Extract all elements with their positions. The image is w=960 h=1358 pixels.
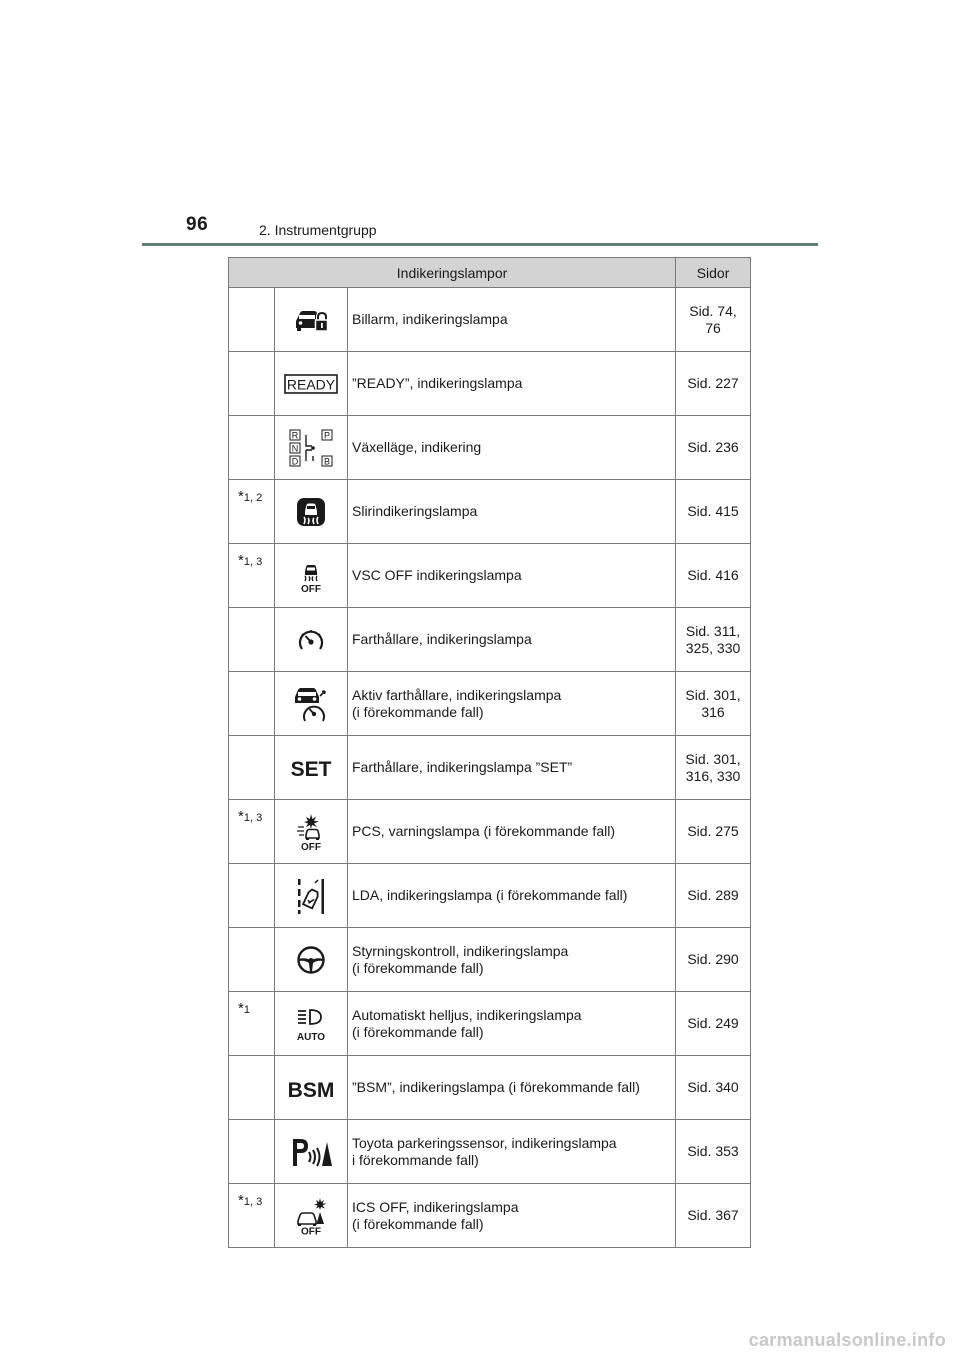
active-cruise-icon: [292, 685, 330, 723]
page-cell: [676, 992, 751, 1056]
footnote-ref: 1, 3: [243, 556, 263, 568]
auto-icon-text: AUTO: [296, 1031, 326, 1042]
page-reference: Sid. 301, 316, 330: [685, 750, 741, 784]
page-reference: Sid. 340: [687, 1079, 739, 1095]
table-row: [229, 544, 751, 608]
shift-position-icon: [288, 429, 334, 467]
indicator-label: Slirindikeringslampa: [352, 503, 478, 519]
label-cell: [348, 1120, 676, 1184]
indicator-label: Toyota parkeringssensor, indikeringslampa i förekommande fall): [352, 1134, 617, 1168]
page-cell: [676, 352, 751, 416]
page-reference: Sid. 249: [687, 1015, 739, 1031]
icon-cell: [275, 1120, 348, 1184]
note-cell: [229, 352, 275, 416]
table-row: [229, 672, 751, 736]
set-icon: [290, 756, 332, 780]
label-cell: [348, 480, 676, 544]
lda-icon: [295, 877, 327, 915]
footnote-star: *: [238, 808, 244, 825]
chapter-title: 2. Instrumentgrupp: [259, 222, 377, 238]
icon-cell: [275, 608, 348, 672]
watermark-text: carmanualsonline.info: [748, 1330, 946, 1350]
page-cell: [676, 928, 751, 992]
page-reference: Sid. 74, 76: [689, 302, 737, 336]
label-cell: [348, 1184, 676, 1248]
page-cell: [676, 864, 751, 928]
label-cell: [348, 800, 676, 864]
page-cell: [676, 1120, 751, 1184]
shift-d-text: D: [291, 456, 299, 466]
icon-cell: [275, 1056, 348, 1120]
shift-n-text: N: [291, 443, 299, 453]
page-number: 96: [186, 214, 209, 235]
indicator-label: LDA, indikeringslampa (i förekommande fall): [352, 887, 628, 903]
page-cell: [676, 672, 751, 736]
table-row: [229, 480, 751, 544]
footnote-ref: 1: [243, 1004, 250, 1016]
note-cell: [229, 1056, 275, 1120]
pages-column-header: Sidor: [676, 258, 751, 288]
shift-b-text: B: [323, 456, 331, 466]
table-row: [229, 352, 751, 416]
table-row: [229, 992, 751, 1056]
indicator-label: ”READY”, indikeringslampa: [352, 375, 523, 391]
page-reference: Sid. 415: [687, 503, 739, 519]
label-cell: [348, 1056, 676, 1120]
indicator-label: PCS, varningslampa (i förekommande fall): [352, 823, 615, 839]
vsc-off-text: OFF: [301, 583, 321, 593]
indicator-table: [228, 257, 751, 1248]
icon-cell: [275, 864, 348, 928]
footnote-star: *: [238, 1192, 244, 1209]
steering-wheel-icon: [296, 945, 326, 975]
note-cell: [229, 544, 275, 608]
icon-cell: [275, 352, 348, 416]
note-cell: [229, 608, 275, 672]
page-cell: [676, 288, 751, 352]
bsm-icon-text: BSM: [287, 1078, 335, 1100]
label-cell: [348, 864, 676, 928]
vsc-off-icon: [295, 559, 327, 593]
note-cell: [229, 736, 275, 800]
page-cell: [676, 480, 751, 544]
footnote-ref: 1, 3: [243, 1196, 263, 1208]
icon-cell: [275, 928, 348, 992]
indicator-label: Farthållare, indikeringslampa ”SET”: [352, 759, 573, 775]
icon-cell: [275, 1184, 348, 1248]
ics-off-icon: [293, 1197, 329, 1235]
table-header-row: [229, 258, 751, 288]
page-cell: [676, 416, 751, 480]
car-lock-icon: [294, 307, 328, 333]
pcs-off-text: OFF: [301, 841, 321, 851]
header-rule: [142, 243, 818, 246]
ready-icon-text: READY: [286, 376, 336, 392]
footnote-ref: 1, 3: [243, 812, 263, 824]
page-cell: [676, 736, 751, 800]
label-cell: [348, 608, 676, 672]
page-reference: Sid. 227: [687, 375, 739, 391]
icon-cell: [275, 416, 348, 480]
table-row: [229, 416, 751, 480]
footnote-star: *: [238, 1000, 244, 1017]
indicator-label: ”BSM”, indikeringslampa (i förekommande fall): [352, 1079, 640, 1095]
table-row: [229, 800, 751, 864]
table-row: [229, 736, 751, 800]
icon-cell: [275, 736, 348, 800]
slip-indicator-icon: [296, 497, 326, 527]
indicator-label: Aktiv farthållare, indikeringslampa (i förekommande fall): [352, 686, 562, 720]
note-cell: [229, 1120, 275, 1184]
footnote-ref: 1, 2: [243, 492, 263, 504]
note-cell: [229, 800, 275, 864]
note-cell: [229, 416, 275, 480]
indicator-label: Farthållare, indikeringslampa: [352, 631, 532, 647]
shift-r-text: R: [291, 430, 299, 440]
page-reference: Sid. 290: [687, 951, 739, 967]
page-cell: [676, 1184, 751, 1248]
footnote-star: *: [238, 552, 244, 569]
set-icon-text: SET: [290, 757, 332, 780]
icon-cell: [275, 672, 348, 736]
bsm-icon: [286, 1076, 336, 1100]
page-reference: Sid. 311, 325, 330: [685, 622, 741, 656]
icon-cell: [275, 800, 348, 864]
table-row: [229, 864, 751, 928]
page-cell: [676, 608, 751, 672]
auto-high-beam-icon: [293, 1006, 329, 1042]
label-cell: [348, 672, 676, 736]
cruise-control-icon: [296, 626, 326, 654]
pcs-off-icon: [294, 813, 328, 851]
shift-p-text: P: [323, 430, 331, 440]
note-cell: [229, 864, 275, 928]
indicator-label: Styrningskontroll, indikeringslampa (i förekommande fall): [352, 942, 569, 976]
footnote-star: *: [238, 488, 244, 505]
page-reference: Sid. 275: [687, 823, 739, 839]
note-cell: [229, 672, 275, 736]
page-reference: Sid. 416: [687, 567, 739, 583]
indicator-label: Billarm, indikeringslampa: [352, 311, 508, 327]
note-cell: [229, 480, 275, 544]
page-cell: [676, 800, 751, 864]
indicator-label: ICS OFF, indikeringslampa (i förekommande fall): [352, 1198, 519, 1232]
indicator-label: Automatiskt helljus, indikeringslampa (i förekommande fall): [352, 1006, 582, 1040]
label-cell: [348, 416, 676, 480]
page-reference: Sid. 301, 316: [685, 686, 741, 720]
page-reference: Sid. 236: [687, 439, 739, 455]
note-cell: [229, 1184, 275, 1248]
page-reference: Sid. 353: [687, 1143, 739, 1159]
indicator-label: Växelläge, indikering: [352, 439, 482, 455]
label-cell: [348, 928, 676, 992]
table-row: [229, 928, 751, 992]
label-cell: [348, 352, 676, 416]
note-cell: [229, 928, 275, 992]
table-row: [229, 1056, 751, 1120]
indicator-column-header: Indikeringslampor: [229, 258, 676, 288]
icon-cell: [275, 288, 348, 352]
page-reference: Sid. 289: [687, 887, 739, 903]
note-cell: [229, 992, 275, 1056]
table-row: [229, 1120, 751, 1184]
note-cell: [229, 288, 275, 352]
label-cell: [348, 544, 676, 608]
label-cell: [348, 736, 676, 800]
page-reference: Sid. 367: [687, 1207, 739, 1223]
ready-icon: [284, 374, 338, 394]
parking-sensor-icon: [289, 1136, 333, 1168]
indicator-label: VSC OFF indikeringslampa: [352, 567, 522, 583]
icon-cell: [275, 544, 348, 608]
label-cell: [348, 992, 676, 1056]
table-row: [229, 288, 751, 352]
ics-off-text: OFF: [301, 1226, 321, 1235]
table-row: [229, 608, 751, 672]
icon-cell: [275, 992, 348, 1056]
page-cell: [676, 544, 751, 608]
page-cell: [676, 1056, 751, 1120]
label-cell: [348, 288, 676, 352]
table-row: [229, 1184, 751, 1248]
icon-cell: [275, 480, 348, 544]
